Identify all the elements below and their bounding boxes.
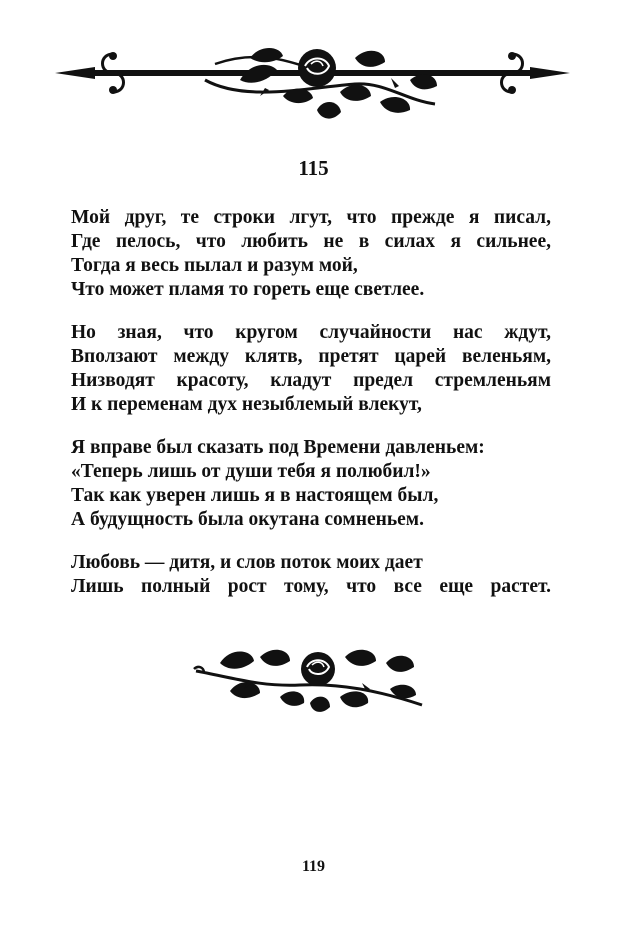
poem-line: Низводят красоту, кладут предел стремленьям: [71, 370, 551, 391]
stanza: [71, 321, 551, 417]
poem-line: Что может пламя то гореть еще светлее.: [71, 279, 425, 300]
poem-line: А будущность была окутана сомненьем.: [71, 509, 424, 530]
poem-line: Вползают между клятв, претят царей веленьям,: [71, 346, 551, 367]
stanza: [71, 206, 551, 302]
sonnet-number: 115: [298, 156, 329, 180]
poem-line: Так как уверен лишь я в настоящем был,: [71, 485, 439, 506]
poem-line: И к переменам дух незыблемый влекут,: [71, 394, 422, 415]
poem-line: Мой друг, те строки лгут, что прежде я писал,: [71, 207, 551, 228]
poem-line: Любовь — дитя, и слов поток моих дает: [71, 552, 423, 573]
poem-line: Тогда я весь пылал и разум мой,: [71, 255, 358, 276]
rose-vine-flourish-icon: [55, 40, 570, 130]
stanza: [71, 551, 551, 599]
poem-line: Лишь полный рост тому, что все еще растет.: [71, 576, 551, 597]
page-number: 119: [301, 858, 326, 875]
poem-line: «Теперь лишь от души тебя я полюбил!»: [71, 461, 431, 482]
poem-line: Я вправе был сказать под Времени давленьем:: [71, 437, 485, 458]
poem-line: Но зная, что кругом случайности нас ждут,: [71, 322, 551, 343]
rose-vine-sprig-icon: [190, 643, 435, 723]
poem-body: [71, 206, 551, 618]
poem-line: Где пелось, что любить не в силах я сильнее,: [71, 231, 551, 252]
stanza: [71, 436, 551, 532]
